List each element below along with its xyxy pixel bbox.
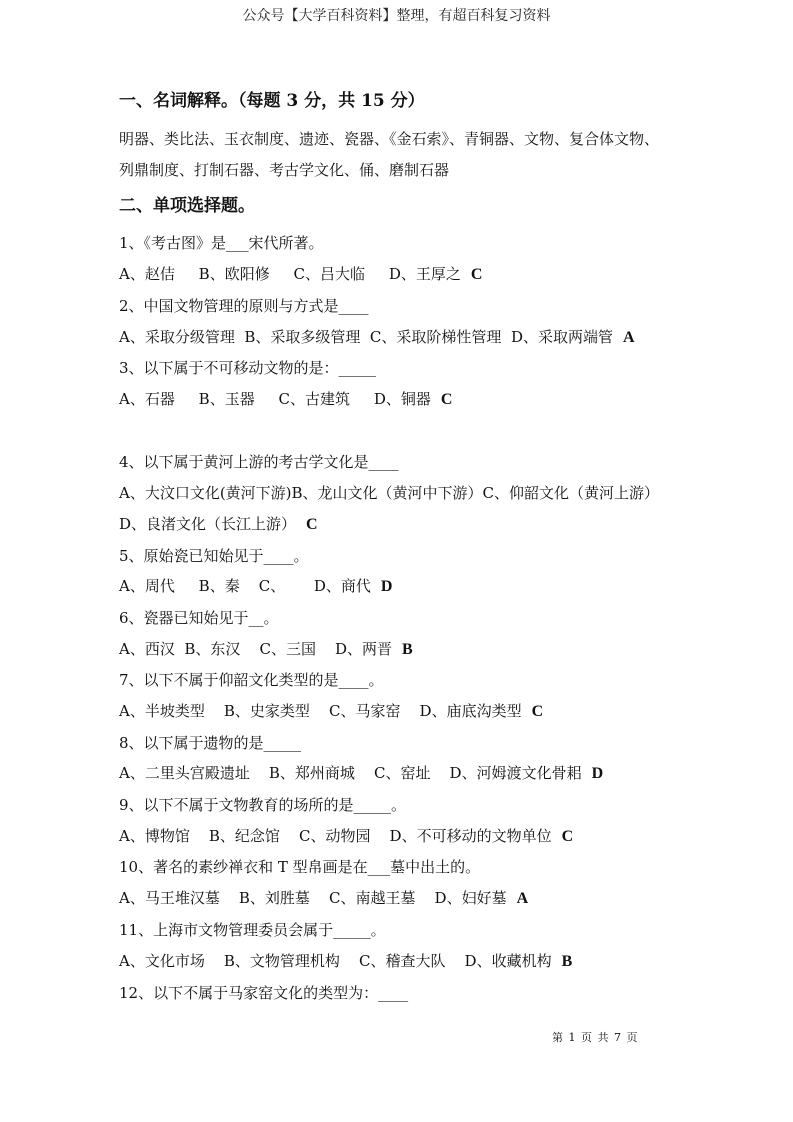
options-text: A、周代 B、秦 C、 D、商代	[119, 577, 371, 595]
answer-key: C	[440, 391, 453, 408]
question-options	[119, 327, 635, 348]
answer-key: A	[622, 329, 635, 346]
question-stem: 7、以下不属于仰韶文化类型的是____。	[119, 671, 384, 689]
question-stem: 9、以下不属于文物教育的场所的是_____。	[119, 796, 407, 814]
options-text: A、采取分级管理 B、采取多级管理 C、采取阶梯性管理 D、采取两端管	[119, 328, 613, 346]
question-options-cont	[119, 514, 318, 535]
answer-key: B	[402, 641, 413, 658]
answer-key: C	[561, 828, 574, 845]
question-stem: 6、瓷器已知始见于__。	[119, 609, 279, 627]
options-text: A、石器 B、玉器 C、古建筑 D、铜器	[119, 390, 431, 408]
options-text: A、文化市场 B、文物管理机构 C、稽查大队 D、收藏机构	[119, 952, 552, 970]
question-stem: 3、以下属于不可移动文物的是：_____	[119, 359, 377, 377]
options-text: A、二里头宫殿遗址 B、郑州商城 C、窑址 D、河姆渡文化骨耜	[119, 764, 582, 782]
question-stem: 2、中国文物管理的原则与方式是____	[119, 297, 369, 315]
question-stem: 4、以下属于黄河上游的考古学文化是____	[119, 453, 399, 471]
question-options	[119, 701, 543, 722]
options-text: A、博物馆 B、纪念馆 C、动物园 D、不可移动的文物单位	[119, 827, 552, 845]
question-options	[119, 576, 392, 597]
options-text: A、大汶口文化(黄河下游)B、龙山文化（黄河中下游）C、仰韶文化（黄河上游）	[119, 484, 660, 502]
question-stem: 12、以下不属于马家窑文化的类型为：____	[119, 984, 409, 1002]
answer-key: C	[531, 703, 544, 720]
options-text: A、马王堆汉墓 B、刘胜墓 C、南越王墓 D、妇好墓	[119, 889, 507, 907]
question-stem: 5、原始瓷已知始见于____。	[119, 547, 309, 565]
answer-key: C	[306, 516, 318, 533]
answer-key: C	[470, 266, 483, 283]
question-options	[119, 888, 528, 909]
question-options	[119, 763, 603, 784]
section1-title: 一、名词解释。（每题 3 分，共 15 分）	[119, 91, 425, 111]
answer-key: B	[561, 953, 573, 970]
terms-line-2: 列鼎制度、打制石器、考古学文化、俑、磨制石器	[119, 161, 450, 179]
answer-key: D	[591, 765, 604, 782]
question-stem: 1、《考古图》是___宋代所著。	[119, 234, 324, 252]
question-options	[119, 639, 413, 660]
options-text: A、西汉 B、东汉 C、三国 D、两晋	[119, 640, 393, 658]
options-text: D、良渚文化（长江上游）	[119, 515, 297, 533]
options-text: A、赵佶 B、欧阳修 C、吕大临 D、王厚之	[119, 265, 461, 283]
page-header: 公众号【大学百科资料】整理，有超百科复习资料	[242, 8, 551, 24]
question-options	[119, 951, 572, 972]
page-footer: 第 1 页 共 7 页	[552, 1031, 639, 1044]
question-options	[119, 826, 573, 847]
question-stem: 8、以下属于遗物的是_____	[119, 734, 302, 752]
question-options	[119, 264, 482, 285]
question-options	[119, 483, 659, 503]
section2-title: 二、单项选择题。	[119, 196, 255, 216]
terms-line-1: 明器、类比法、玉衣制度、遗迹、瓷器、《金石索》、青铜器、文物、复合体文物、	[119, 130, 660, 148]
question-stem: 10、著名的素纱禅衣和 T 型帛画是在___墓中出土的。	[119, 858, 481, 876]
options-text: A、半坡类型 B、史家类型 C、马家窑 D、庙底沟类型	[119, 702, 522, 720]
answer-key: A	[516, 890, 529, 907]
answer-key: D	[380, 578, 393, 595]
question-options	[119, 389, 452, 410]
question-stem: 11、上海市文物管理委员会属于_____。	[119, 921, 386, 939]
